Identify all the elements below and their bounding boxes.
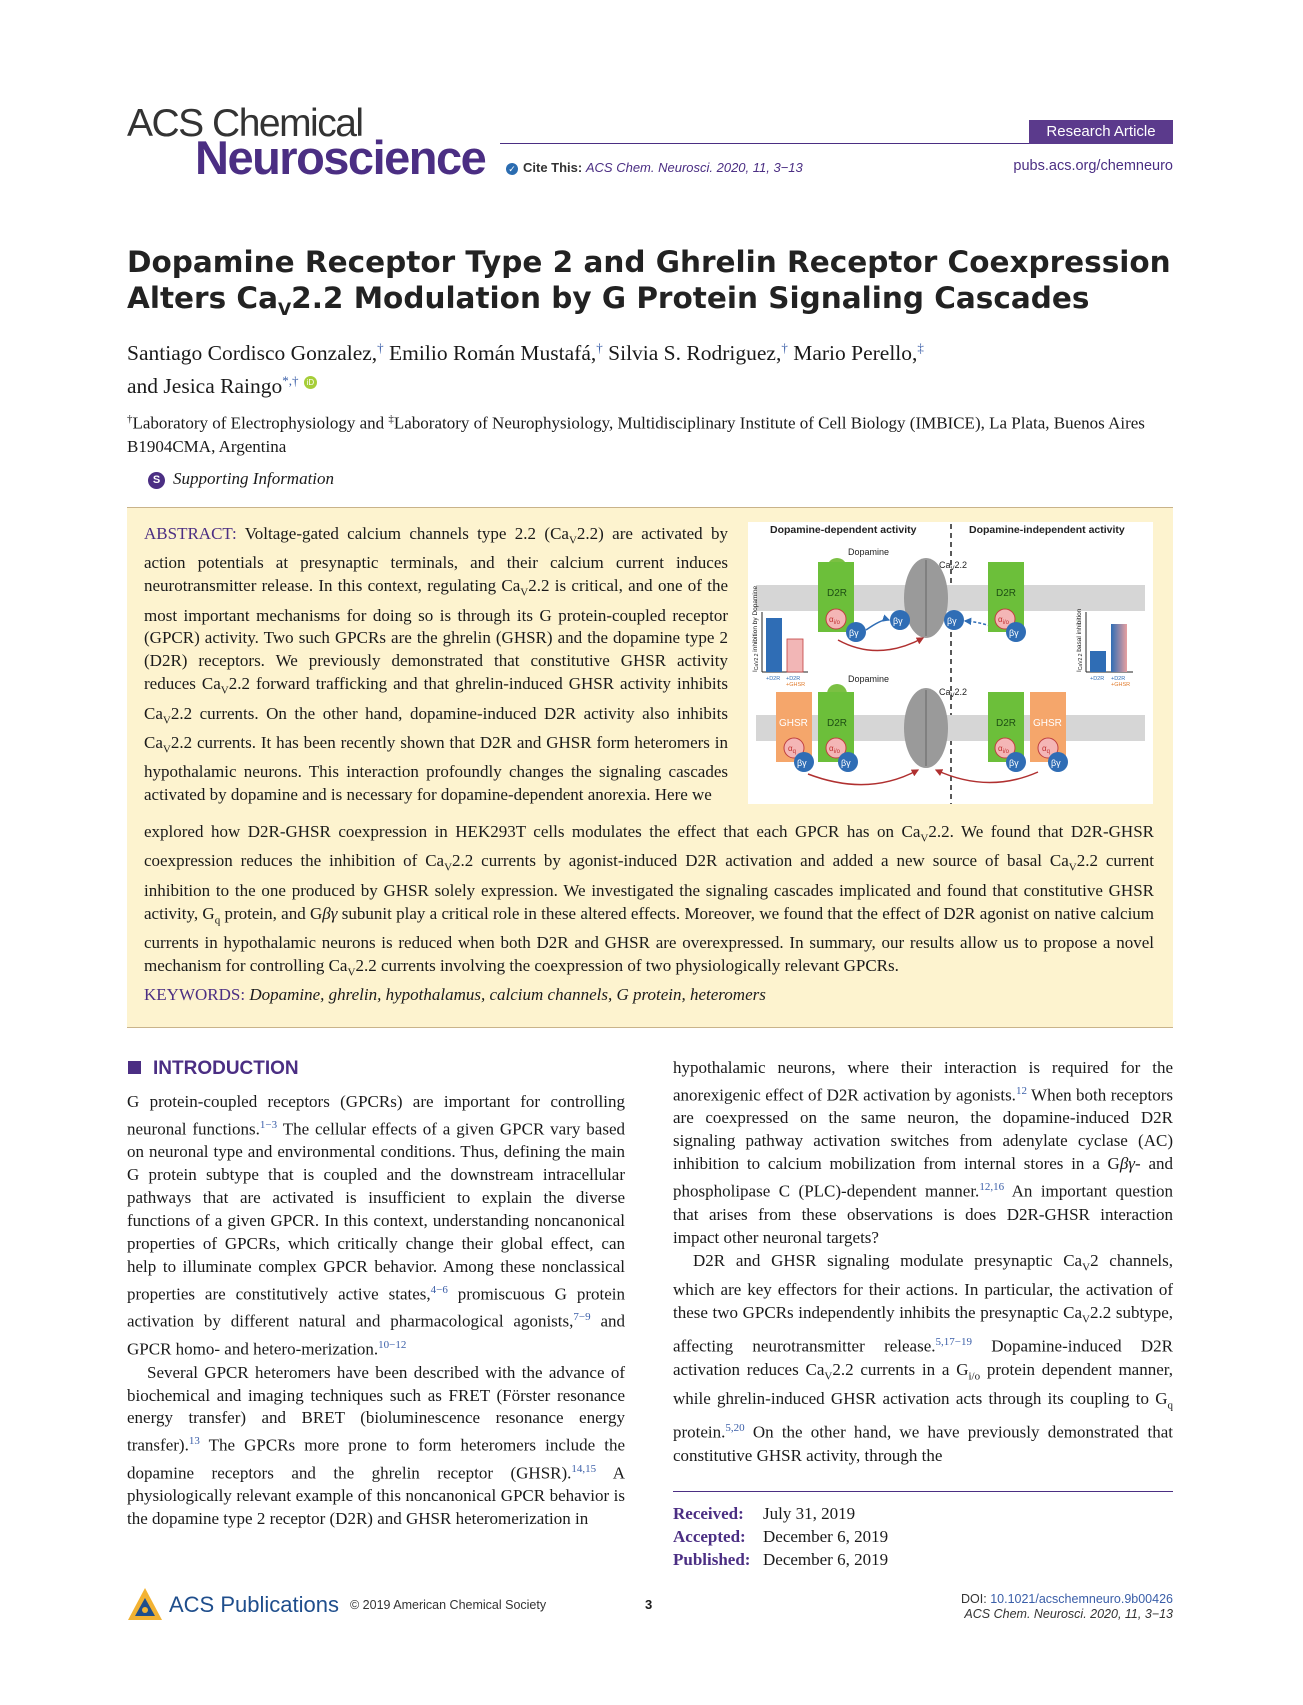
cite-text[interactable]: ACS Chem. Neurosci. 2020, 11, 3−13 [585, 160, 803, 175]
orcid-icon[interactable]: iD [304, 376, 317, 389]
keywords-label: KEYWORDS: [144, 985, 246, 1004]
abstract-label: ABSTRACT: [144, 524, 237, 543]
svg-text:αi/o: $\alpha_{i/o}$ [998, 744, 1009, 755]
article-dates: Received: July 31, 2019 Accepted: December 6, 2019 Published: December 6, 2019 [673, 1504, 889, 1569]
cav-label-top: $Ca_V2.2$ [939, 560, 968, 572]
journal-name-line2: Neuroscience [195, 131, 486, 184]
svg-text:D2R: D2R [996, 588, 1017, 599]
alpha-io-label-tl: $\alpha_{i/o}$ [829, 615, 840, 626]
footer-citation: ACS Chem. Neurosci. 2020, 11, 3−13 [964, 1607, 1173, 1621]
supporting-info-icon: S [148, 472, 165, 489]
svg-text:βγ: βγ [1009, 758, 1019, 768]
author-1[interactable]: Santiago Cordisco Gonzalez, [127, 341, 378, 366]
right-bar-d2r [1090, 651, 1106, 672]
doi-block: DOI: 10.1021/acschemneuro.9b00426 ACS Chem. Neurosci. 2020, 11, 3−13 [961, 1592, 1173, 1621]
d2r-label-tl: D2R [827, 588, 848, 599]
check-icon: ✓ [506, 163, 518, 175]
body-column-left [127, 1091, 625, 1531]
abstract-text-part2: explored how D2R-GHSR coexpression in HEK293T cells modulates the effect that each GPCR has on $Ca_V2.2$. We found that D2R-GHSR coexpression reduces the inhibition of $Ca_V2.2$ currents by agonist-induced D2R activation and added a new source of basal $Ca_V2.2$ current inhibition to the one produced by GHSR solely expression. We investigated the signaling cascades implicated and found that constitutive GHSR activity, $G_q$ protein, and Gβγ subunit play a critical role in these altered effects. Moreover, we found that the effect of D2R agonist on native calcium currents in hypothalamic neurons is reduced when both D2R and GHSR are overexpressed. In summary, our results allow us to propose a novel mechanism for controlling $Ca_V2.2$ currents involving the coexpression of two physiologically relevant GPCRs. [144, 822, 1155, 979]
cite-line[interactable] [506, 160, 803, 175]
toc-graphic [748, 522, 1153, 804]
left-bar-d2r-ghsr [787, 639, 803, 672]
keywords-list: Dopamine, ghrelin, hypothalamus, calcium channels, G protein, heteromers [249, 985, 766, 1004]
right-bar-d2r-ghsr [1111, 624, 1127, 672]
svg-text:+D2R: +D2R [766, 676, 781, 682]
svg-text:+D2R: +D2R [786, 676, 801, 682]
left-axis-label: ICaV2.2 inhibition by Dopamine [752, 585, 760, 672]
publisher-name[interactable]: ACS Publications [169, 1592, 339, 1617]
paragraph: Several GPCR heteromers have been described with the advance of biochemical and imaging techniques such as FRET (Förster resonance energy transfer) and BRET (bioluminescence resonance energy transfer).$^{13}$ The GPCRs more prone to form heteromers include the dopamine receptors and the ghrelin receptor (GHSR).$^{14,15}$ A physiologically relevant example of this noncanonical GPCR behavior is the dopamine type 2 receptor (D2R) and GHSR heteromerization in [127, 1362, 625, 1529]
paragraph: G protein-coupled receptors (GPCRs) are important for controlling neuronal functions.$^{1-3}$ The cellular effects of a given GPCR vary based on neuronal type and environmental conditions. Thus, defining the main G protein subtype that is coupled and the downstream intracellular pathways that are activated is insufficient to explain the diverse functions of a given GPCR. In this context, understanding noncanonical properties of GPCRs, which critically change their global effect, can help to illuminate complex GPCR behavior. Among these nonclassical properties are constitutively active states,$^{4-6}$ promiscuous G protein activation by different natural and pharmacological agonists,$^{7-9}$ and GPCR homo- and hetero-merization.$^{10-12}$ [127, 1092, 625, 1359]
svg-text:αq: $\alpha_q$ [788, 744, 796, 755]
body-column-right [673, 1057, 1173, 1468]
svg-text:αq: $\alpha_q$ [1042, 744, 1050, 755]
svg-text:+D2R: +D2R [1090, 676, 1105, 682]
author-3[interactable]: Silvia S. Rodriguez, [608, 341, 782, 366]
svg-text:βγ: βγ [841, 758, 851, 768]
dates-rule [673, 1491, 1173, 1492]
svg-text:D2R: D2R [996, 718, 1017, 729]
journal-name-line1: ACS Chemical [127, 102, 363, 145]
svg-text:βγ: βγ [947, 616, 957, 626]
right-axis-label: ICaV2.2 basal inhibition [1076, 608, 1084, 672]
svg-text:+GHSR: +GHSR [786, 682, 806, 688]
supporting-information-link[interactable]: S Supporting Information [148, 469, 334, 489]
svg-text:Dopamine: Dopamine [848, 674, 890, 684]
copyright: © 2019 American Chemical Society [350, 1598, 547, 1612]
dopamine-label-top: Dopamine [848, 547, 890, 557]
section-square-icon [128, 1061, 141, 1074]
abstract-text-part1: ABSTRACT: Voltage-gated calcium channels type 2.2 $(Ca_V2.2)$ are activated by action potentials at presynaptic terminals, and their calcium current induces neurotransmitter release. In this context, regulating $Ca_V2.2$ is critical, and one of the most important mechanisms for doing so is through its G protein-coupled receptor (GPCR) activity. Two such GPCRs are the ghrelin (GHSR) and the dopamine type 2 (D2R) receptors. We previously demonstrated that constitutive GHSR activity reduces $Ca_V2.2$ forward trafficking and that ghrelin-induced GHSR activity inhibits $Ca_V2.2$ currents. On the other hand, dopamine-induced D2R activity also inhibits $Ca_V2.2$ currents. It has been recently shown that D2R and GHSR form heteromers in hypothalamic neurons. This interaction profoundly changes the signaling cascades activated by dopamine and is necessary for dopamine-dependent anorexia. Here we [144, 524, 728, 805]
svg-text:αi/o: $\alpha_{i/o}$ [829, 744, 840, 755]
author-list: Santiago Cordisco Gonzalez,† Emilio Román Mustafá,† Silvia S. Rodriguez,† Mario Perello,‡ and Jesica Raingo*,† iD [127, 340, 924, 399]
svg-text:βγ: βγ [893, 616, 903, 626]
svg-text:αi/o: $\alpha_{i/o}$ [998, 615, 1009, 626]
membrane-bottom [756, 715, 1145, 741]
title-line1: Dopamine Receptor Type 2 and Ghrelin Receptor Coexpression [127, 245, 1171, 279]
svg-text:+GHSR: +GHSR [1111, 682, 1131, 688]
paragraph: hypothalamic neurons, where their interaction is required for the anorexigenic effect of D2R activation by agonists.$^{12}$ When both receptors are coexpressed on the same neuron, the dopamine-induced D2R signaling pathway activation switches from adenylate cyclase (AC) inhibition to calcium mobilization from internal stores in a Gβγ- and phospholipase C (PLC)-dependent manner.$^{12,16}$ An important question that arises from these observations is does D2R-GHSR interaction impact other neuronal targets? [673, 1058, 1173, 1247]
article-title [127, 244, 1177, 328]
author-4[interactable]: Mario Perello, [793, 341, 918, 366]
keywords [144, 985, 766, 1005]
page-number: 3 [645, 1597, 653, 1612]
section-heading-introduction: INTRODUCTION [128, 1058, 299, 1080]
paragraph: D2R and GHSR signaling modulate presynaptic $Ca_V2$ channels, which are key effectors for their actions. In particular, the activation of these two GPCRs independently inhibits the presynaptic $Ca_V2.2$ subtype, affecting neurotransmitter release.$^{5,17-19}$ Dopamine-induced D2R activation reduces $Ca_V2.2$ currents in a $G_{i/o}$ protein dependent manner, while ghrelin-induced GHSR activation acts through its coupling to $G_q$ protein.$^{5,20}$ On the other hand, we have previously demonstrated that constitutive GHSR activity, through the [673, 1250, 1173, 1465]
svg-text:βγ: βγ [1009, 628, 1019, 638]
svg-text:βγ: βγ [1051, 758, 1061, 768]
cite-label: Cite This: [523, 160, 583, 175]
svg-text:D2R: D2R [827, 718, 848, 729]
beta-gamma-label-tl: βγ [849, 628, 859, 638]
affiliations: †Laboratory of Electrophysiology and ‡Laboratory of Neurophysiology, Multidisciplinary Institute of Cell Biology (IMBICE), La Plata, Buenos Aires B1904CMA, Argentina [127, 413, 1145, 456]
svg-text:βγ: βγ [797, 758, 807, 768]
graphic-right-title: Dopamine-independent activity [969, 524, 1125, 536]
svg-text:GHSR: GHSR [779, 718, 808, 729]
author-5[interactable]: and Jesica Raingo [127, 374, 283, 399]
svg-text:+D2R: +D2R [1111, 676, 1126, 682]
svg-text:CaV2.2: $Ca_V2.2$ [939, 687, 968, 699]
svg-text:GHSR: GHSR [1033, 718, 1062, 729]
toc-graphic-svg [748, 522, 1153, 804]
article-type-badge: Research Article [1029, 120, 1173, 144]
left-bar-d2r [766, 618, 782, 672]
acs-logo-icon[interactable] [126, 1586, 164, 1624]
membrane-top [756, 585, 1145, 611]
graphic-left-title: Dopamine-dependent activity [770, 524, 917, 536]
journal-url-link[interactable]: pubs.acs.org/chemneuro [1013, 158, 1173, 174]
doi-link[interactable]: 10.1021/acschemneuro.9b00426 [990, 1592, 1173, 1606]
title-line2: Alters $Ca_V2.2$ Modulation by G Protein Signaling Cascades [127, 281, 1090, 320]
author-2[interactable]: Emilio Román Mustafá, [389, 341, 597, 366]
